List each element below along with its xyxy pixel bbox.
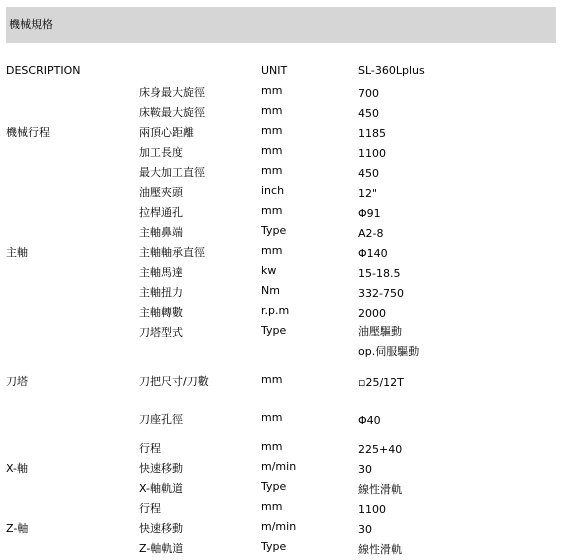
- spec-unit: mm: [261, 373, 283, 386]
- spec-group: X-軸: [6, 462, 28, 475]
- spec-row: [0, 304, 563, 324]
- spec-value: [358, 144, 386, 164]
- spec-value-line: 12": [358, 187, 378, 200]
- spec-group: Z-軸: [6, 522, 29, 535]
- spec-value-line: A2-8: [358, 227, 384, 240]
- spec-value: [358, 500, 386, 520]
- spec-value-line: ▫25/12T: [358, 376, 404, 389]
- spec-item: 快速移動: [139, 462, 183, 475]
- spec-unit: kw: [261, 264, 277, 277]
- spec-unit: Type: [261, 224, 287, 237]
- spec-item: 主軸馬達: [139, 266, 183, 279]
- header-description: DESCRIPTION: [6, 64, 81, 77]
- spec-value: [358, 244, 388, 264]
- spec-value-line: 15-18.5: [358, 267, 401, 280]
- spec-row: [0, 440, 563, 460]
- spec-group: 機械行程: [6, 126, 50, 139]
- spec-row: [0, 520, 563, 540]
- spec-row: [0, 104, 563, 124]
- spec-value-line: 225+40: [358, 443, 403, 456]
- spec-group: 主軸: [6, 246, 28, 259]
- spec-value: [358, 164, 379, 184]
- spec-value: [358, 124, 386, 144]
- spec-unit: mm: [261, 440, 283, 453]
- spec-item: 主軸轉數: [139, 306, 183, 319]
- spec-item: 刀座孔徑: [139, 413, 183, 426]
- spec-unit: mm: [261, 244, 283, 257]
- spec-unit: m/min: [261, 520, 297, 533]
- spec-value: [358, 373, 404, 393]
- spec-item: 快速移動: [139, 522, 183, 535]
- spec-unit: Type: [261, 324, 287, 337]
- spec-value: [358, 224, 384, 244]
- spec-unit: mm: [261, 500, 283, 513]
- spec-row: [0, 224, 563, 244]
- spec-unit: mm: [261, 124, 283, 137]
- spec-value-line: 油壓驅動: [358, 325, 402, 338]
- spec-item: 拉桿通孔: [139, 206, 183, 219]
- spec-item: Z-軸軌道: [139, 542, 184, 555]
- spec-item: 主軸軸承直徑: [139, 246, 205, 259]
- spec-row: [0, 411, 563, 431]
- spec-item: 刀塔型式: [139, 326, 183, 339]
- spec-value-line: op.伺服驅動: [358, 345, 420, 358]
- spec-value-line: 線性滑軌: [358, 543, 402, 556]
- spec-item: 行程: [139, 442, 161, 455]
- spec-value: [358, 322, 419, 362]
- spec-unit: inch: [261, 184, 285, 197]
- spec-value: [358, 104, 379, 124]
- spec-value: [358, 204, 381, 224]
- spec-row: [0, 244, 563, 264]
- section-title-bar: [6, 7, 556, 43]
- spec-value-line: 450: [358, 107, 379, 120]
- spec-value-line: 1100: [358, 503, 386, 516]
- spec-row: [0, 460, 563, 480]
- spec-value: [358, 440, 402, 460]
- spec-row: [0, 164, 563, 184]
- spec-value: [358, 84, 379, 104]
- spec-item: 主軸鼻端: [139, 226, 183, 239]
- spec-row: [0, 284, 563, 304]
- spec-unit: Type: [261, 480, 287, 493]
- spec-value-line: Φ140: [358, 247, 388, 260]
- spec-item: 油壓夾頭: [139, 186, 183, 199]
- header-unit: UNIT: [261, 64, 288, 77]
- spec-row: [0, 204, 563, 224]
- section-title: 機械規格: [9, 18, 53, 31]
- spec-value-line: 30: [358, 463, 372, 476]
- header-model: SL-360Lplus: [358, 64, 425, 77]
- spec-value: [358, 304, 386, 324]
- spec-value: [358, 184, 377, 204]
- spec-row: [0, 144, 563, 164]
- spec-value: [358, 284, 404, 304]
- spec-item: 兩頂心距離: [139, 126, 194, 139]
- spec-unit: mm: [261, 411, 283, 424]
- spec-value: [358, 264, 400, 284]
- spec-value: [358, 520, 372, 540]
- spec-row: [0, 480, 563, 500]
- spec-unit: Nm: [261, 284, 280, 297]
- spec-row: [0, 324, 563, 358]
- spec-group: 刀塔: [6, 375, 28, 388]
- spec-item: 床身最大旋徑: [139, 86, 205, 99]
- spec-value-line: 30: [358, 523, 372, 536]
- spec-item: 加工長度: [139, 146, 183, 159]
- spec-row: [0, 500, 563, 520]
- spec-item: X-軸軌道: [139, 482, 183, 495]
- spec-row: [0, 264, 563, 284]
- spec-row: [0, 540, 563, 560]
- spec-value-line: 700: [358, 87, 379, 100]
- spec-value-line: 450: [358, 167, 379, 180]
- spec-unit: mm: [261, 104, 283, 117]
- spec-unit: mm: [261, 204, 283, 217]
- spec-unit: mm: [261, 164, 283, 177]
- spec-item: 最大加工直徑: [139, 166, 205, 179]
- spec-item: 行程: [139, 502, 161, 515]
- spec-item: 主軸扭力: [139, 286, 183, 299]
- spec-row: [0, 124, 563, 144]
- spec-value-line: 1185: [358, 127, 386, 140]
- spec-row: [0, 84, 563, 104]
- spec-item: 床鞍最大旋徑: [139, 106, 205, 119]
- spec-value: [358, 480, 402, 500]
- spec-item: 刀把尺寸/刀數: [139, 375, 209, 388]
- spec-unit: Type: [261, 540, 287, 553]
- spec-value: [358, 411, 381, 431]
- spec-table-header: [0, 64, 563, 84]
- spec-value-line: 1100: [358, 147, 386, 160]
- spec-unit: mm: [261, 84, 283, 97]
- spec-value-line: 332-750: [358, 287, 404, 300]
- spec-value-line: 2000: [358, 307, 386, 320]
- spec-value-line: 線性滑軌: [358, 483, 402, 496]
- spec-unit: r.p.m: [261, 304, 290, 317]
- spec-row: [0, 184, 563, 204]
- spec-unit: mm: [261, 144, 283, 157]
- spec-row: [0, 373, 563, 393]
- spec-value-line: Φ40: [358, 414, 381, 427]
- spec-value: [358, 540, 402, 560]
- spec-value-line: Φ91: [358, 207, 381, 220]
- spec-unit: m/min: [261, 460, 297, 473]
- spec-value: [358, 460, 372, 480]
